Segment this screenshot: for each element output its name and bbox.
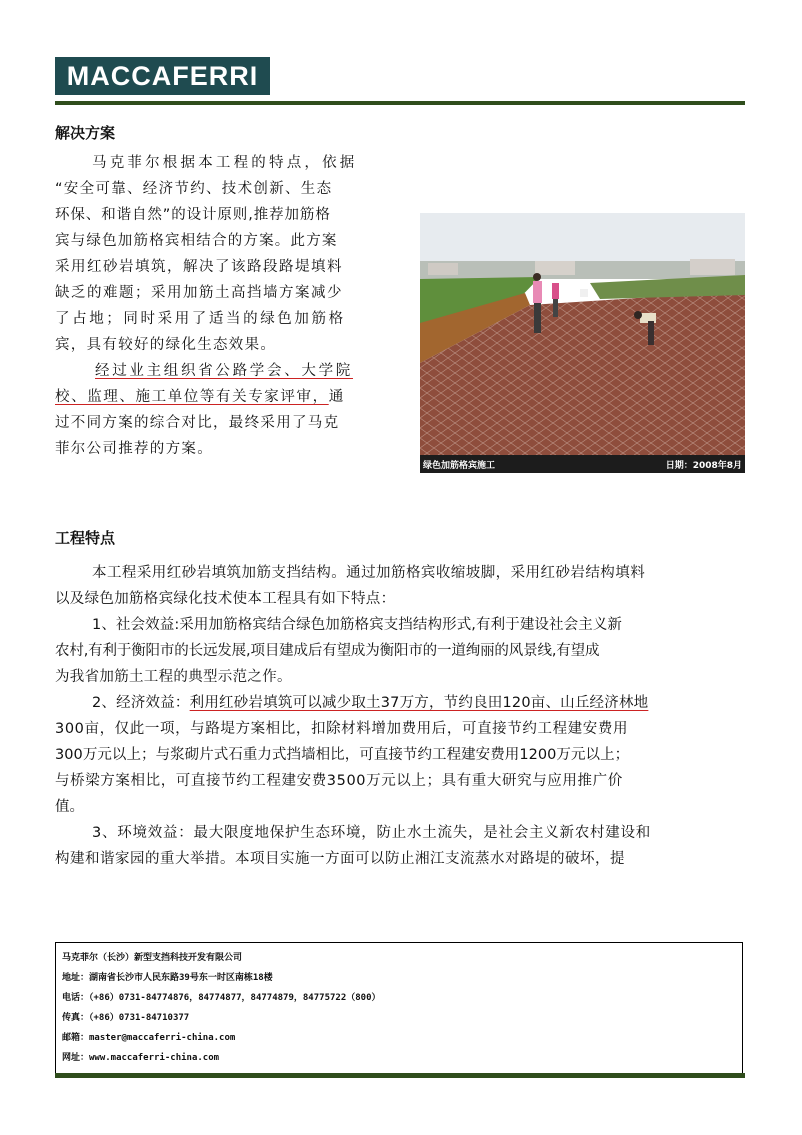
solution-line: 马克菲尔根据本工程的特点，依据 xyxy=(92,155,358,171)
contact-box xyxy=(55,942,743,1075)
section-title-solution: 解决方案 xyxy=(55,124,116,142)
solution-line: 缺乏的难题；采用加筋土高挡墙方案减少 xyxy=(55,285,343,301)
photo-caption-bar xyxy=(420,455,745,473)
header-divider xyxy=(55,101,745,105)
features-line: 300亩，仅此一项，与路堤方案相比，扣除材料增加费用后，可直接节约工程建安费用 xyxy=(55,721,629,737)
address: 地址：湖南省长沙市人民东路39号东一时区南栋18楼 xyxy=(62,973,273,983)
solution-line: 环保、和谐自然”的设计原则,推荐加筋格 xyxy=(55,207,331,223)
features-line: 值。 xyxy=(55,799,84,815)
features-line: 3、环境效益：最大限度地保护生态环境，防止水土流失，是社会主义新农村建设和 xyxy=(92,825,651,841)
features-line: 2、经济效益： xyxy=(92,695,190,711)
solution-line: 采用红砂岩填筑，解决了该路段路堤填料 xyxy=(55,259,343,275)
email-link[interactable]: 邮箱：master@maccaferri-china.com xyxy=(62,1033,236,1043)
review-highlight: 经过业主组织省公路学会、大学院 xyxy=(95,363,353,379)
construction-photo xyxy=(420,213,745,473)
photo-caption: 绿色加筋格宾施工 xyxy=(423,461,496,471)
footer-divider xyxy=(55,1073,745,1078)
features-line: 1、社会效益:采用加筋格宾结合绿色加筋格宾支挡结构形式,有利于建设社会主义新 xyxy=(92,617,623,633)
features-text xyxy=(55,560,747,872)
website-link[interactable]: 网址：www.maccaferri-china.com xyxy=(62,1053,220,1063)
economic-highlight: 利用红砂岩填筑可以减少取土37万方，节约良田120亩、山丘经济林地 xyxy=(189,695,649,711)
phone: 电话：（+86）0731-84774876，84774877，84774879，84775722（800） xyxy=(62,993,381,1003)
solution-line: 菲尔公司推荐的方案。 xyxy=(55,441,213,457)
section-title-features: 工程特点 xyxy=(55,529,116,547)
features-line: 300万元以上；与浆砌片式石重力式挡墙相比，可直接节约工程建安费用1200万元以上； xyxy=(55,747,630,763)
features-line: 以及绿色加筋格宾绿化技术使本工程具有如下特点： xyxy=(55,591,396,607)
solution-text xyxy=(55,150,395,462)
review-highlight: 校、监理、施工单位等有关专家评审， xyxy=(55,389,329,405)
features-line: 构建和谐家园的重大举措。本项目实施一方面可以防止湘江支流蒸水对路堤的破坏，提 xyxy=(55,851,625,867)
solution-line: 了占地；同时采用了适当的绿色加筋格 xyxy=(55,311,346,327)
maccaferri-logo: MACCAFERRI xyxy=(55,57,270,95)
features-line: 本工程采用红砂岩填筑加筋支挡结构。通过加筋格宾收缩坡脚，采用红砂岩结构填料 xyxy=(92,565,646,581)
solution-line: 过不同方案的综合对比，最终采用了马克 xyxy=(55,415,340,431)
solution-line: “安全可靠、经济节约、技术创新、生态 xyxy=(55,181,333,197)
photo-date: 日期：2008年8月 xyxy=(665,461,742,471)
fax: 传真：（+86）0731-84710377 xyxy=(62,1013,190,1023)
solution-line: 通 xyxy=(328,389,345,405)
features-line: 农村,有利于衡阳市的长远发展,项目建成后有望成为衡阳市的一道绚丽的风景线,有望成 xyxy=(55,643,600,659)
features-line: 为我省加筋土工程的典型示范之作。 xyxy=(55,669,292,685)
company-name: 马克菲尔（长沙）新型支挡科技开发有限公司 xyxy=(62,953,243,963)
construction-photo-image xyxy=(420,213,745,473)
solution-line: 宾与绿色加筋格宾相结合的方案。此方案 xyxy=(55,233,338,249)
features-line: 与桥梁方案相比，可直接节约工程建安费3500万元以上；具有重大研究与应用推广价 xyxy=(55,773,623,789)
solution-line: 宾，具有较好的绿化生态效果。 xyxy=(55,337,277,353)
